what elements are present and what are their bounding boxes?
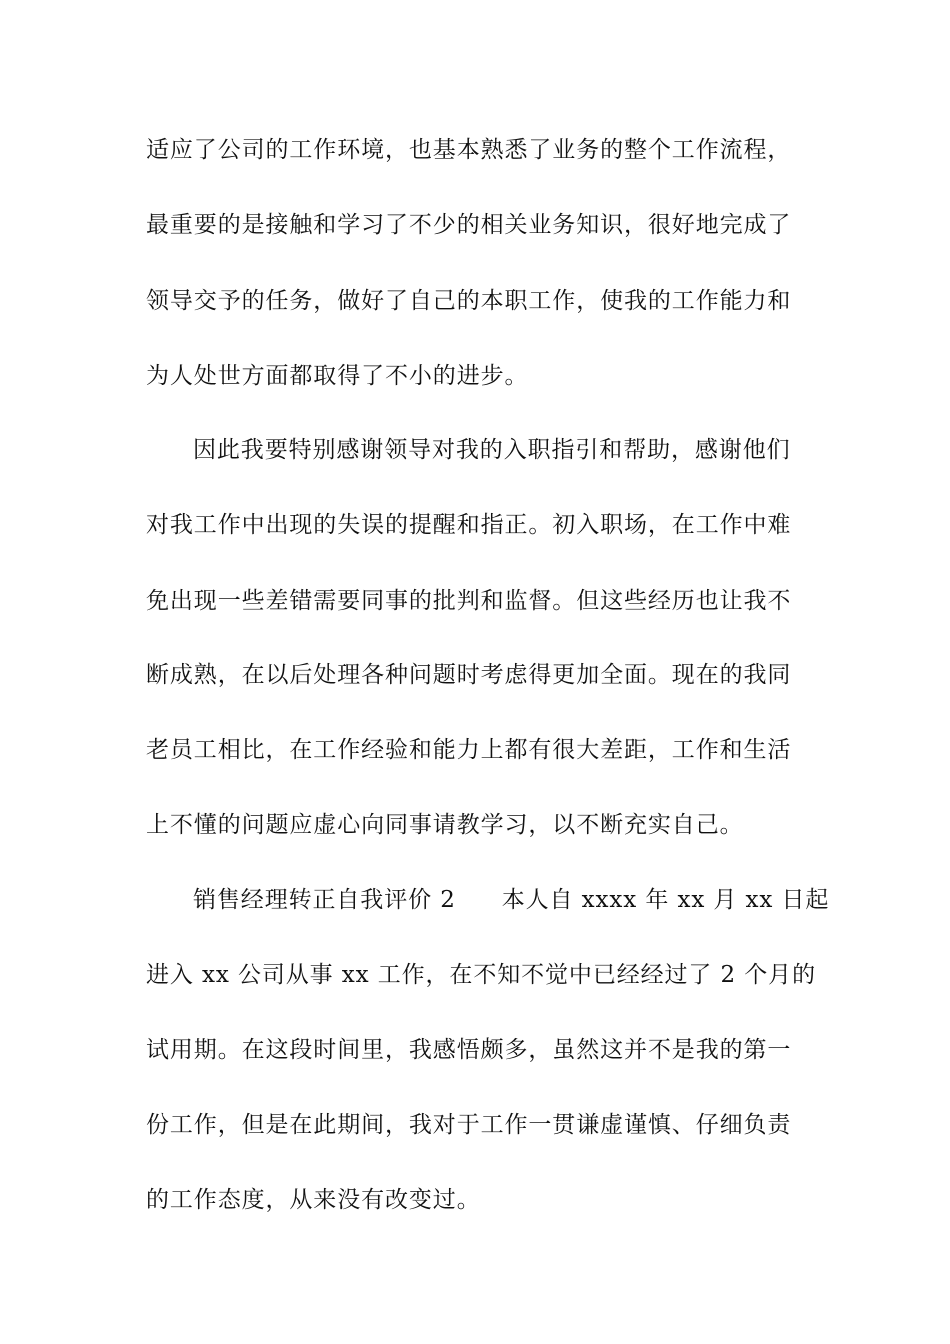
- text-line: 老员工相比，在工作经验和能力上都有很大差距，工作和生活: [146, 737, 792, 763]
- text-line: 份工作，但是在此期间，我对于工作一贯谦虚谨慎、仔细负责: [146, 1112, 792, 1138]
- text-line: 试用期。在这段时间里，我感悟颇多，虽然这并不是我的第一: [146, 1037, 792, 1063]
- section-heading-line: [193, 880, 833, 920]
- text-line: 上不懂的问题应虚心向同事请教学习，以不断充实自己。: [146, 812, 744, 838]
- paragraph-start-line: 因此我要特别感谢领导对我的入职指引和帮助，感谢他们: [193, 437, 791, 463]
- text-line: 断成熟，在以后处理各种问题时考虑得更加全面。现在的我同: [146, 662, 792, 688]
- text-line: 对我工作中出现的失误的提醒和指正。初入职场，在工作中难: [146, 512, 792, 538]
- section-title: 销售经理转正自我评价 2: [193, 887, 456, 913]
- text-line: 的工作态度，从来没有改变过。: [146, 1187, 481, 1213]
- text-line: 适应了公司的工作环境，也基本熟悉了业务的整个工作流程，: [146, 137, 792, 163]
- text-line: 进入 xx 公司从事 xx 工作，在不知不觉中已经经过了 2 个月的: [146, 962, 816, 988]
- text-line: 领导交予的任务，做好了自己的本职工作，使我的工作能力和: [146, 288, 792, 314]
- text-line: 最重要的是接触和学习了不少的相关业务知识，很好地完成了: [146, 212, 792, 238]
- text-line: 为人处世方面都取得了不小的进步。: [146, 363, 529, 389]
- text-line: 免出现一些差错需要同事的批判和监督。但这些经历也让我不: [146, 588, 792, 614]
- section-first-line: 本人自 xxxx 年 xx 月 xx 日起: [501, 887, 830, 913]
